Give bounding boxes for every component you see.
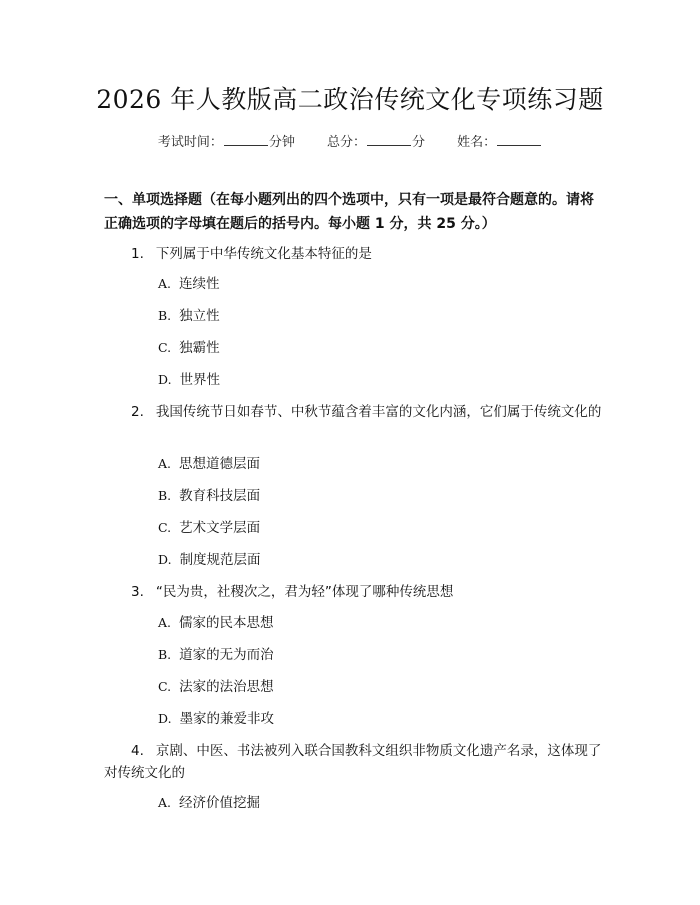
- option-letter: B.: [158, 308, 172, 323]
- question-4: [104, 740, 614, 784]
- q2-option-d: [158, 550, 261, 570]
- option-letter: B.: [158, 488, 172, 503]
- option-letter: C.: [158, 340, 172, 355]
- option-text: 连续性: [179, 276, 220, 292]
- question-3: [104, 581, 614, 603]
- score-blank[interactable]: [367, 133, 411, 146]
- option-text: 思想道德层面: [179, 456, 261, 472]
- score-label: 总分：: [326, 135, 366, 150]
- option-text: 儒家的民本思想: [179, 615, 274, 631]
- question-number: 4.: [131, 743, 144, 759]
- option-text: 教育科技层面: [179, 488, 261, 504]
- exam-time-field: [158, 131, 295, 150]
- question-number: 1.: [131, 246, 144, 262]
- option-letter: D.: [158, 372, 172, 387]
- q2-option-c: [158, 518, 260, 538]
- q1-option-a: [158, 274, 220, 294]
- section-heading-line1: 一、单项选择题（在每小题列出的四个选项中，只有一项是最符合题意的。请将: [104, 192, 594, 208]
- question-number: 3.: [131, 584, 144, 600]
- option-letter: A.: [158, 795, 172, 810]
- q4-option-a: [158, 793, 260, 813]
- exam-info-line: [0, 131, 700, 150]
- page-title: 2026 年人教版高二政治传统文化专项练习题: [96, 85, 604, 114]
- q3-option-d: [158, 709, 274, 729]
- option-letter: A.: [158, 276, 172, 291]
- q2-option-a: [158, 454, 260, 474]
- option-text: 道家的无为而治: [179, 647, 274, 663]
- option-letter: C.: [158, 520, 172, 535]
- option-text: 墨家的兼爱非攻: [179, 711, 275, 727]
- q3-option-a: [158, 613, 274, 633]
- q3-option-b: [158, 645, 274, 665]
- question-1: [104, 243, 614, 265]
- question-text: 京剧、中医、书法被列入联合国教科文组织非物质文化遗产名录，这体现了对传统文化的: [104, 743, 602, 781]
- option-text: 法家的法治思想: [179, 679, 274, 695]
- q2-option-b: [158, 486, 260, 506]
- time-blank[interactable]: [224, 133, 268, 146]
- time-unit: 分钟: [268, 135, 295, 150]
- option-text: 世界性: [179, 372, 221, 388]
- score-unit: 分: [412, 135, 426, 150]
- time-label: 考试时间：: [157, 135, 223, 150]
- name-label: 姓名：: [457, 135, 497, 150]
- question-number: 2.: [131, 404, 144, 420]
- q1-option-b: [158, 306, 220, 326]
- option-letter: C.: [158, 679, 172, 694]
- question-text: “民为贵，社稷次之，君为轻”体现了哪种传统思想: [155, 584, 454, 600]
- option-text: 制度规范层面: [179, 552, 261, 568]
- option-letter: D.: [158, 711, 172, 726]
- q1-option-c: [158, 338, 220, 358]
- question-text: 下列属于中华传统文化基本特征的是: [155, 246, 372, 262]
- total-score-field: [327, 131, 425, 150]
- section-heading: [104, 188, 604, 236]
- student-name-field: [457, 131, 542, 150]
- option-text: 经济价值挖掘: [179, 795, 261, 811]
- option-text: 独霸性: [179, 340, 220, 356]
- option-text: 独立性: [179, 308, 220, 324]
- option-letter: A.: [158, 456, 172, 471]
- question-2: [104, 401, 614, 423]
- name-blank[interactable]: [497, 133, 541, 146]
- option-text: 艺术文学层面: [179, 520, 261, 536]
- q3-option-c: [158, 677, 274, 697]
- question-text: 我国传统节日如春节、中秋节蕴含着丰富的文化内涵，它们属于传统文化的: [155, 404, 602, 420]
- option-letter: D.: [158, 552, 172, 567]
- section-heading-line2: 正确选项的字母填在题后的括号内。每小题 1 分，共 25 分。）: [104, 216, 496, 232]
- option-letter: B.: [158, 647, 172, 662]
- option-letter: A.: [158, 615, 172, 630]
- q1-option-d: [158, 370, 220, 390]
